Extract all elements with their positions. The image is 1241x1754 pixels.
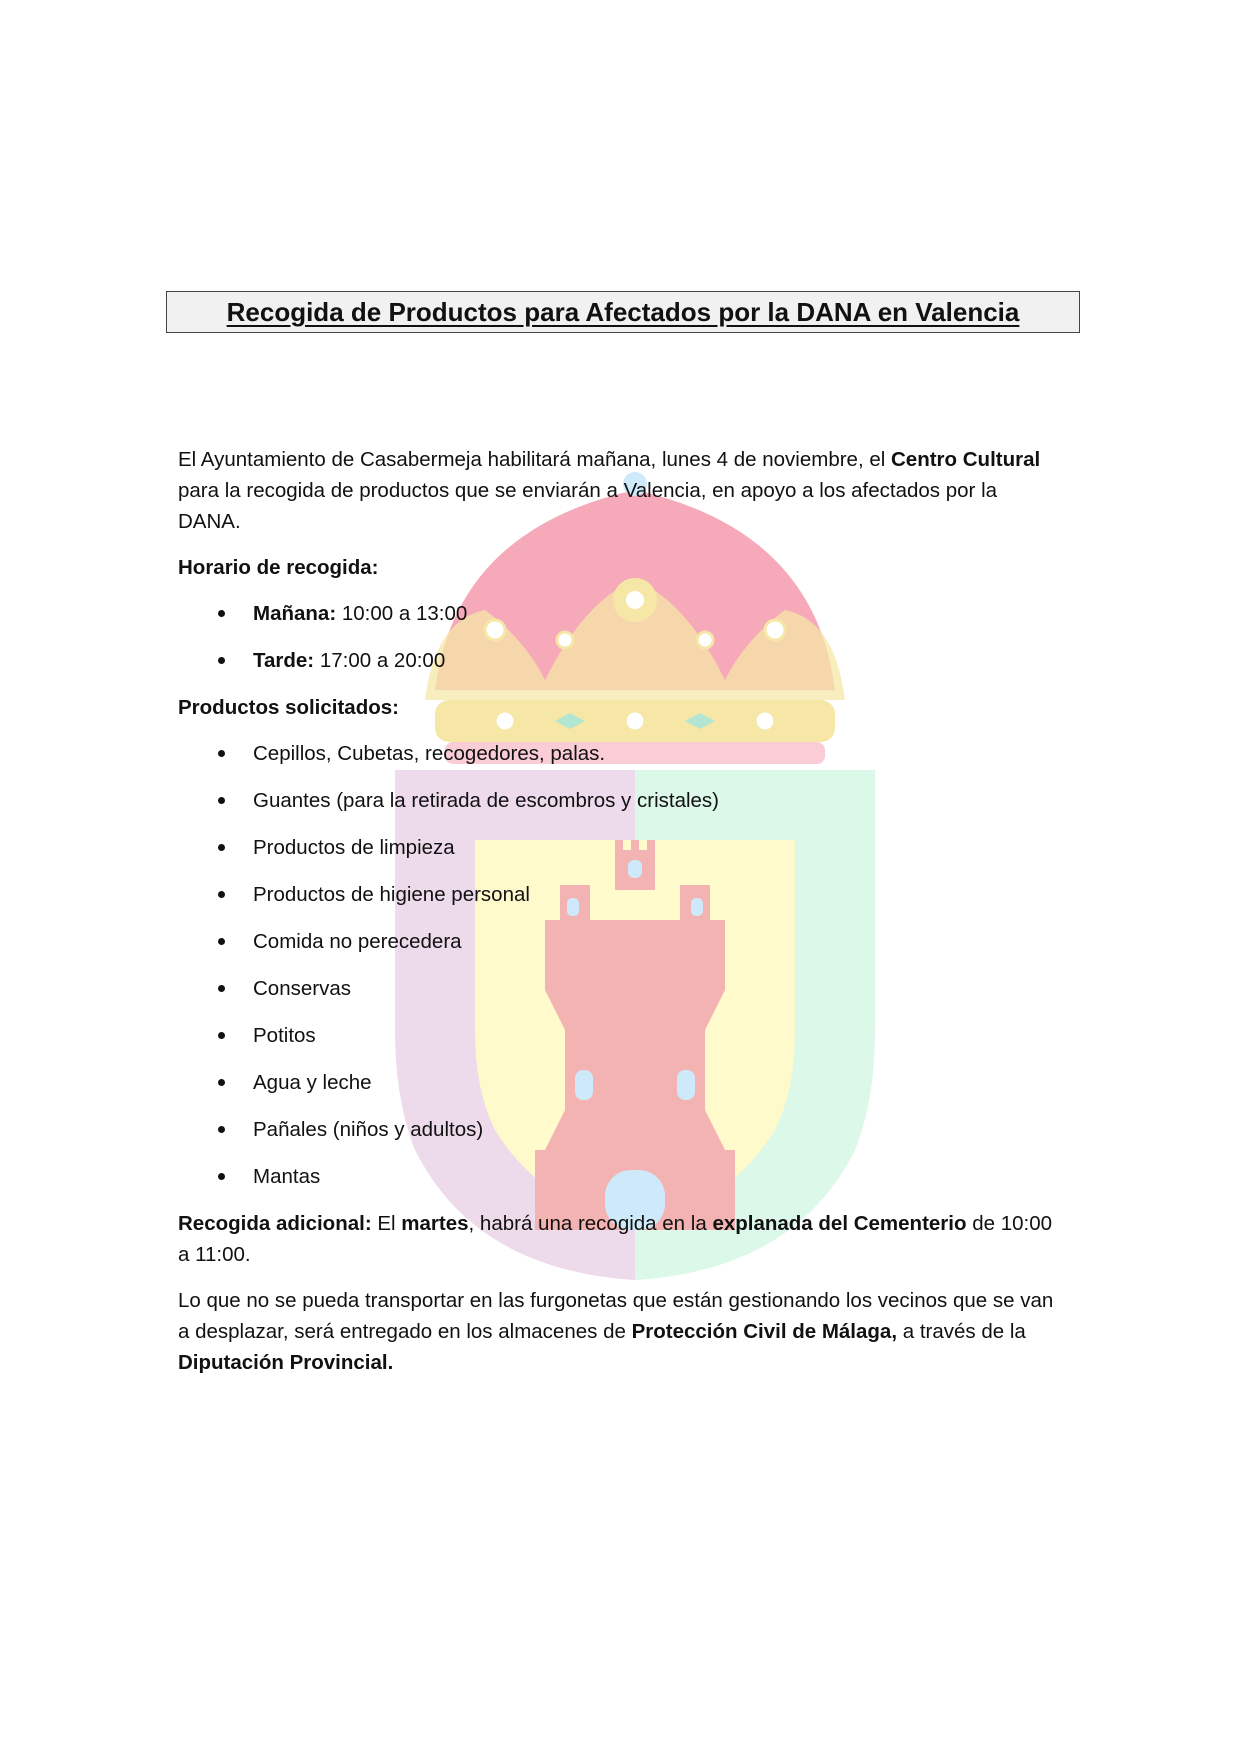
schedule-value: 17:00 a 20:00 xyxy=(314,649,446,672)
bullet-icon xyxy=(218,610,225,617)
products-list xyxy=(178,738,1058,1192)
list-item xyxy=(178,926,1058,957)
product-text: Agua y leche xyxy=(253,1071,372,1094)
product-text: Productos de limpieza xyxy=(253,836,455,859)
list-item xyxy=(178,738,1058,769)
bullet-icon xyxy=(218,797,225,804)
intro-bold-place: Centro Cultural xyxy=(891,448,1041,471)
additional-day: martes xyxy=(401,1212,469,1235)
product-text: Conservas xyxy=(253,977,351,1000)
list-item xyxy=(178,832,1058,863)
bullet-icon xyxy=(218,750,225,757)
intro-text-1: El Ayuntamiento de Casabermeja habilitará mañana, lunes 4 de noviembre, el xyxy=(178,448,891,471)
additional-text-2: , habrá una recogida en la xyxy=(468,1212,713,1235)
additional-paragraph xyxy=(178,1208,1058,1270)
bullet-icon xyxy=(218,1032,225,1039)
page-title: Recogida de Productos para Afectados por la DANA en Valencia xyxy=(226,296,1020,327)
bullet-icon xyxy=(218,657,225,664)
bullet-icon xyxy=(218,985,225,992)
body-text xyxy=(178,444,1058,1393)
bullet-icon xyxy=(218,844,225,851)
bullet-icon xyxy=(218,938,225,945)
product-text: Mantas xyxy=(253,1165,321,1188)
list-item xyxy=(178,1067,1058,1098)
closing-bold-2: Diputación Provincial. xyxy=(178,1351,394,1374)
additional-text-1: El xyxy=(371,1212,402,1235)
product-text: Comida no perecedera xyxy=(253,930,462,953)
bullet-icon xyxy=(218,891,225,898)
additional-label: Recogida adicional: xyxy=(178,1212,372,1235)
list-item xyxy=(178,1161,1058,1192)
list-item xyxy=(178,645,1058,676)
bullet-icon xyxy=(218,1126,225,1133)
additional-place: explanada del Cementerio xyxy=(712,1212,967,1235)
product-text: Pañales (niños y adultos) xyxy=(253,1118,484,1141)
schedule-label: Tarde: xyxy=(253,649,315,672)
schedule-heading: Horario de recogida: xyxy=(178,556,379,579)
schedule-value: 10:00 a 13:00 xyxy=(336,602,468,625)
list-item xyxy=(178,598,1058,629)
list-item xyxy=(178,973,1058,1004)
schedule-label: Mañana: xyxy=(253,602,337,625)
schedule-list xyxy=(178,598,1058,676)
title-box xyxy=(166,291,1080,333)
list-item xyxy=(178,785,1058,816)
closing-paragraph xyxy=(178,1285,1058,1378)
products-heading: Productos solicitados: xyxy=(178,696,399,719)
list-item xyxy=(178,1114,1058,1145)
product-text: Potitos xyxy=(253,1024,316,1047)
list-item xyxy=(178,1020,1058,1051)
product-text: Guantes (para la retirada de escombros y cristales) xyxy=(253,789,720,812)
bullet-icon xyxy=(218,1173,225,1180)
closing-text-1: Lo que no se pueda transportar en las furgonetas que están gestionando los vecinos que se van a desplazar, será entregado en los almacenes de xyxy=(178,1289,1054,1343)
product-text: Productos de higiene personal xyxy=(253,883,530,906)
list-item xyxy=(178,879,1058,910)
intro-text-2: para la recogida de productos que se enviarán a Valencia, en apoyo a los afectados por la DANA. xyxy=(178,479,998,533)
product-text: Cepillos, Cubetas, recogedores, palas. xyxy=(253,742,606,765)
additional-text-3: de 10:00 a 11:00. xyxy=(178,1212,1052,1266)
intro-paragraph xyxy=(178,444,1058,537)
bullet-icon xyxy=(218,1079,225,1086)
closing-text-2: a través de la xyxy=(897,1320,1026,1343)
closing-bold-1: Protección Civil de Málaga, xyxy=(631,1320,898,1343)
